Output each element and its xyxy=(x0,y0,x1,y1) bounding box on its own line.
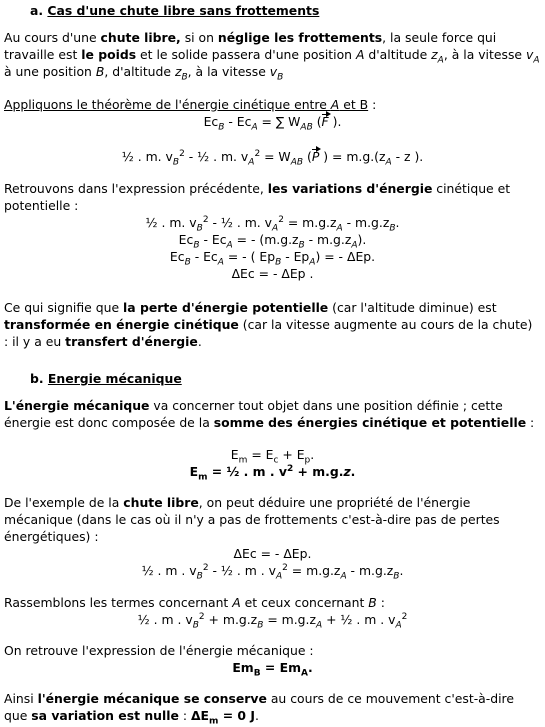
gather-line: Rassemblons les termes concernant A et ceux concernant B : xyxy=(4,595,385,610)
equation-delta: ΔEc = - ΔEp. xyxy=(233,546,312,561)
conclusion-paragraph: Ce qui signifie que la perte d'énergie potentielle (car l'altitude diminue) est transformée en énergie cinétique (car la vitesse augmente au cours de la chute) : il y a eu transfert d'énergie. xyxy=(4,300,533,349)
section-b-title: Energie mécanique xyxy=(47,371,182,386)
equation-variation-4: ΔEc = - ΔEp . xyxy=(231,266,314,281)
equation-variation-2: $Ec_B - Ec_A$ = - $(m.g.z_B - m.g.z_A)$. xyxy=(178,232,367,251)
section-b-heading: b. Energie mécanique xyxy=(30,371,182,386)
equation-variation-1: ½ . m. $v_B^2$ - ½ . m. $v_A^2 = m.g.z_A - m.g.z_B$. xyxy=(145,214,400,234)
final-paragraph: Ainsi l'énergie mécanique se conserve au cours de ce mouvement c'est-à-dire que sa variation est nulle : $\Delta E_m = 0$ J. xyxy=(4,691,514,727)
retrieve-line: On retrouve l'expression de l'énergie mécanique : xyxy=(4,643,314,658)
weight-vector: P xyxy=(311,149,320,164)
equation-em-conservation: $Em_B = Em_A$. xyxy=(232,660,313,679)
equation-variation-3: $Ec_B - Ec_A$ = - ( $Ep_B - Ep_A$) = - ΔEp. xyxy=(169,249,376,268)
equation-weight-work: ½ . m. $v_B^2$ - ½ . m. $v_A^2 = W_{AB}$ (P ) = $m.g.(z_A$ - z ). xyxy=(121,148,424,168)
variations-paragraph: Retrouvons dans l'expression précédente, les variations d'énergie cinétique et potentielle : xyxy=(4,181,511,213)
section-a-heading: a. Cas d'une chute libre sans frottements xyxy=(30,3,320,18)
equation-em-sum: $E_m = E_c + E_p$. xyxy=(230,447,315,466)
theorem-line: Appliquons le théorème de l'énergie cinétique entre A et B : xyxy=(4,97,377,112)
intro-paragraph: Au cours d'une chute libre, si on néglige les frottements, la seule force qui travaille est le poids et le solide passera d'une position A d'altitude $z_A$, à la vitesse $v_A$ à une position B, d'altitude $z_B$, à la vitesse $v_B$ xyxy=(4,30,540,83)
mechanical-energy-definition: L'énergie mécanique va concerner tout objet dans une position définie ; cette énergie est donc composée de la somme des énergies cinétique et potentielle : xyxy=(4,398,535,430)
section-a-title: Cas d'une chute libre sans frottements xyxy=(47,3,320,18)
equation-kinetic-theorem: $Ec_B - Ec_A$ = ∑ $W_{AB}$ (F ). xyxy=(203,114,342,133)
example-paragraph: De l'exemple de la chute libre, on peut déduire une propriété de l'énergie mécanique (dans le cas où il n'y a pas de frottements c'est-à-dire pas de pertes énergétiques) : xyxy=(4,495,500,544)
equation-em-formula: $E_m$ = ½ . m . $v^2 + m.g.z$. xyxy=(189,463,356,483)
equation-gathered: ½ . m . $v_B^2 + m.g.z_B = m.g.z_A$ + ½ . m . $v_A^2$ xyxy=(137,611,408,631)
force-vector: F xyxy=(321,114,329,129)
equation-kinetic-potential: ½ . m . $v_B^2$ - ½ . m . $v_A^2 = m.g.z_A - m.g.z_B$. xyxy=(141,562,404,582)
